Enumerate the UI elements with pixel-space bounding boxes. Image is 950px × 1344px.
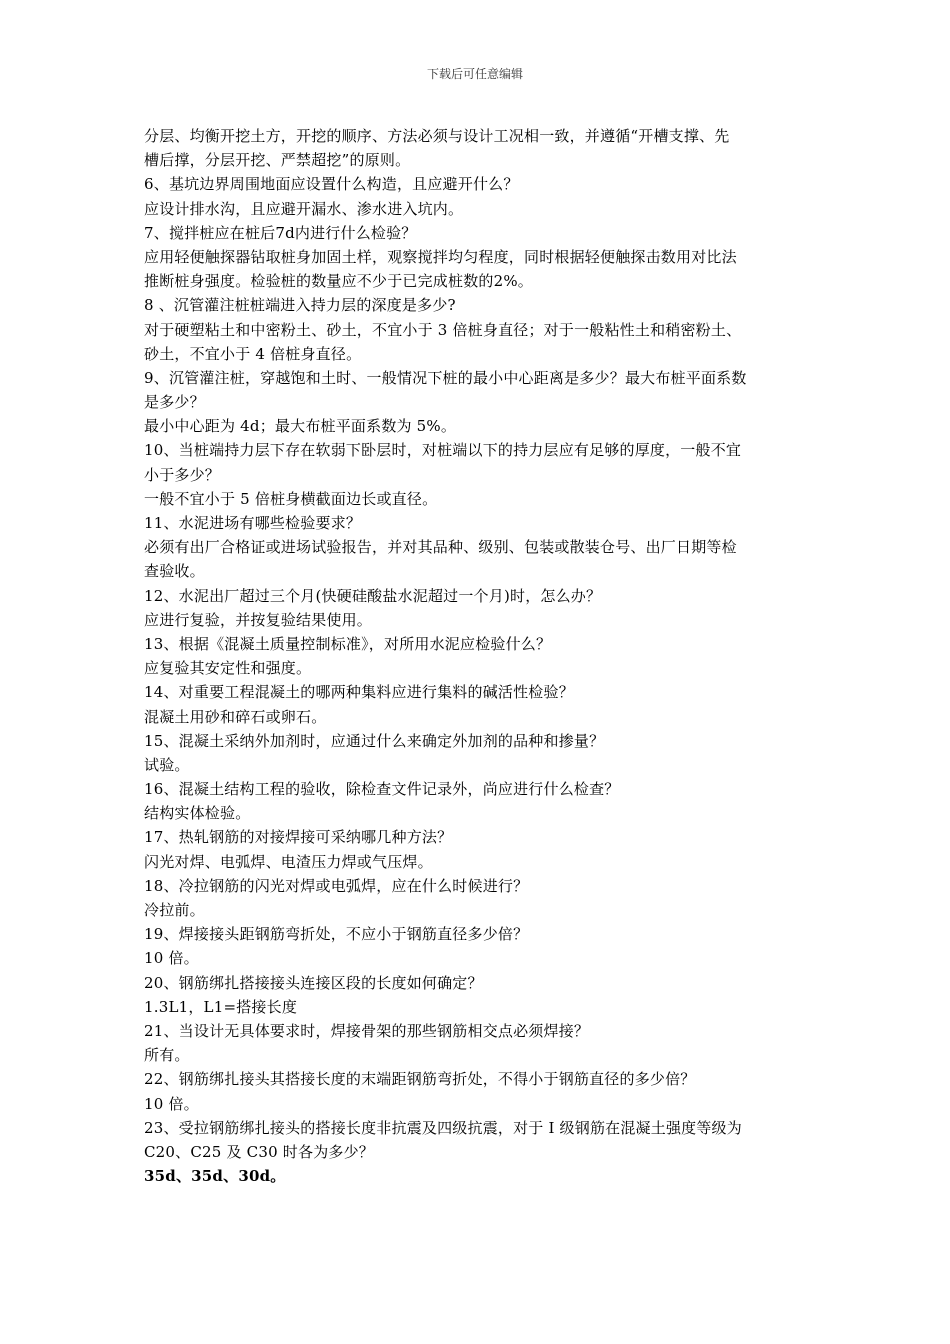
text-line: 查验收。 (144, 562, 205, 581)
text-line: 17、热轧钢筋的对接焊接可采纳哪几种方法？ (144, 828, 453, 847)
text-line: 小于多少？ (144, 465, 221, 484)
text-line: C20、C25 及 C30 时各为多少？ (144, 1142, 374, 1161)
text-line: 推断桩身强度。检验桩的数量应不少于已完成桩数的2%。 (144, 272, 533, 291)
text-line: 应复验其安定性和强度。 (144, 659, 312, 678)
text-line: 10 倍。 (144, 949, 199, 968)
text-line: 20、钢筋绑扎搭接接头连接区段的长度如何确定？ (144, 973, 483, 992)
text-line: 10、当桩端持力层下存在软弱下卧层时，对桩端以下的持力层应有足够的厚度，一般不宜 (144, 441, 742, 460)
text-line: 闪光对焊、电弧焊、电渣压力焊或气压焊。 (144, 852, 433, 871)
document-body (144, 124, 812, 1188)
text-line: 21、当设计无具体要求时，焊接骨架的那些钢筋相交点必须焊接？ (144, 1021, 590, 1040)
text-line: 应用轻便触探器钻取桩身加固土样，观察搅拌均匀程度，同时根据轻便触探击数用对比法 (144, 247, 737, 266)
text-line: 9、沉管灌注桩，穿越饱和土时、一般情况下桩的最小中心距离是多少？最大布桩平面系数 (144, 368, 747, 387)
text-line: 混凝土用砂和碎石或卵石。 (144, 707, 327, 726)
text-line: 11、水泥进场有哪些检验要求？ (144, 514, 362, 532)
text-line: 砂土，不宜小于 4 倍桩身直径。 (144, 344, 362, 363)
text-line: 试验。 (144, 755, 190, 774)
text-line: 冷拉前。 (144, 901, 205, 919)
text-line: 10 倍。 (144, 1094, 199, 1113)
text-line: 18、冷拉钢筋的闪光对焊或电弧焊，应在什么时候进行？ (144, 876, 529, 895)
text-line: 16、混凝土结构工程的验收，除检查文件记录外，尚应进行什么检查？ (144, 780, 620, 799)
page-header: 下载后可任意编辑 (426, 67, 523, 81)
text-line: 19、焊接接头距钢筋弯折处，不应小于钢筋直径多少倍？ (144, 925, 529, 944)
text-line: 23、受拉钢筋绑扎接头的搭接长度非抗震及四级抗震，对于 I 级钢筋在混凝土强度等级为 (144, 1118, 742, 1137)
text-line: 最小中心距为 4d；最大布桩平面系数为 5%。 (144, 417, 457, 436)
text-line: 应设计排水沟，且应避开漏水、渗水进入坑内。 (144, 199, 464, 218)
text-line: 12、水泥出厂超过三个月(快硬硅酸盐水泥超过一个月)时，怎么办？ (144, 586, 602, 605)
text-line: 35d、35d、30d。 (144, 1167, 286, 1186)
text-line: 14、对重要工程混凝土的哪两种集料应进行集料的碱活性检验？ (144, 683, 574, 702)
text-line: 所有。 (144, 1046, 190, 1065)
text-line: 15、混凝土采纳外加剂时，应通过什么来确定外加剂的品种和掺量？ (144, 731, 605, 750)
text-line: 分层、均衡开挖土方，开挖的顺序、方法必须与设计工况相一致，并遵循“开槽支撑、先 (144, 127, 730, 145)
text-line: 应进行复验，并按复验结果使用。 (144, 610, 373, 629)
text-line: 一般不宜小于 5 倍桩身横截面边长或直径。 (144, 489, 438, 508)
text-line: 结构实体检验。 (144, 804, 251, 823)
text-line: 13、根据《混凝土质量控制标准》，对所用水泥应检验什么？ (144, 634, 552, 653)
text-line: 7、搅拌桩应在桩后7d内进行什么检验？ (144, 223, 417, 242)
text-line: 1.3L1，L1=搭接长度 (144, 997, 298, 1016)
text-line: 8 、沉管灌注桩桩端进入持力层的深度是多少? (144, 296, 456, 315)
text-line: 是多少？ (144, 393, 205, 412)
text-line: 槽后撑，分层开挖、严禁超挖”的原则。 (144, 151, 411, 170)
text-line: 6、基坑边界周围地面应设置什么构造，且应避开什么？ (144, 175, 519, 194)
text-line: 必须有出厂合格证或进场试验报告，并对其品种、级别、包装或散装仓号、出厂日期等检 (144, 538, 737, 557)
text-line: 22、钢筋绑扎接头其搭接长度的末端距钢筋弯折处，不得小于钢筋直径的多少倍？ (144, 1070, 696, 1089)
text-line: 对于硬塑粘土和中密粉土、砂土，不宜小于 3 倍桩身直径；对于一般粘性土和稍密粉土、 (144, 320, 742, 339)
